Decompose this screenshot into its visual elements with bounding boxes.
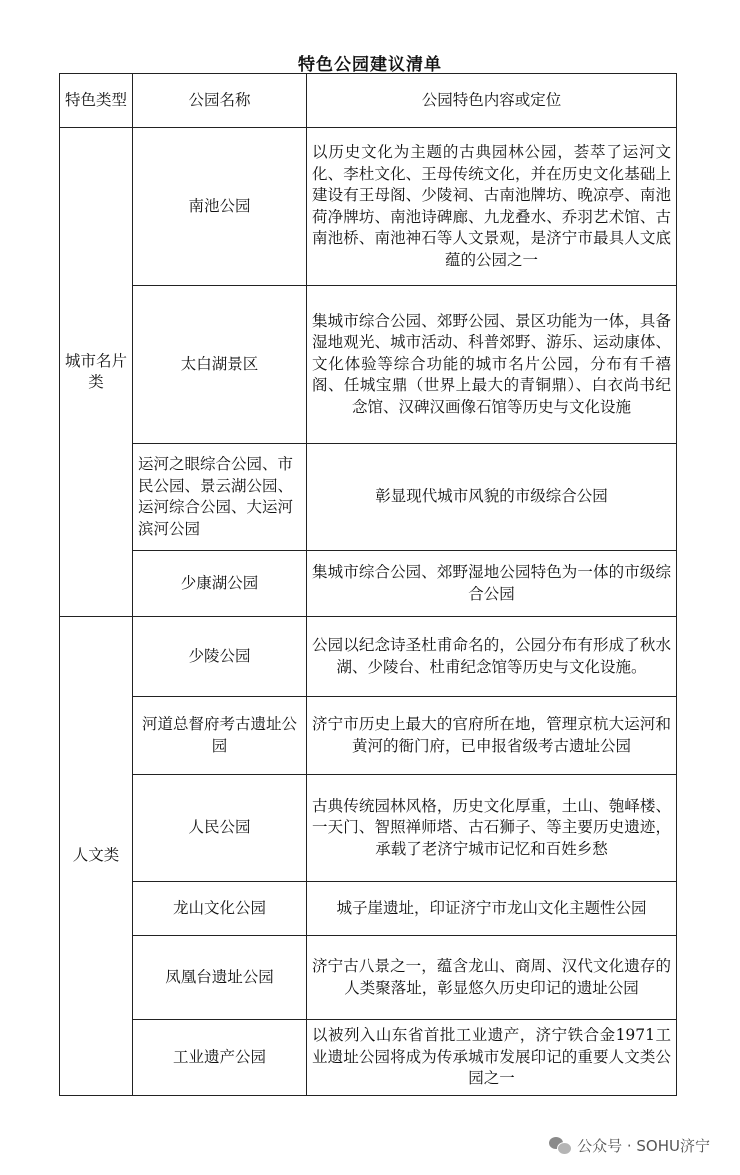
park-description: 古典传统园林风格，历史文化厚重，土山、匏峄楼、一天门、智照禅师塔、古石狮子、等主要历史遗迹，承载了老济宁城市记忆和百姓乡愁 — [307, 775, 677, 882]
park-name: 凤凰台遗址公园 — [133, 936, 307, 1020]
park-description: 公园以纪念诗圣杜甫命名的，公园分布有形成了秋水湖、少陵台、杜甫纪念馆等历史与文化设施。 — [307, 617, 677, 697]
table-row — [60, 1020, 677, 1096]
watermark — [549, 1133, 710, 1157]
park-description: 集城市综合公园、郊野湿地公园特色为一体的市级综合公园 — [307, 551, 677, 617]
table-row — [60, 128, 677, 286]
table-row — [60, 697, 677, 775]
table-row — [60, 936, 677, 1020]
table-row — [60, 617, 677, 697]
header-description: 公园特色内容或定位 — [307, 74, 677, 128]
watermark-text: 公众号 · SOHU济宁 — [577, 1136, 710, 1155]
page-title: 特色公园建议清单 — [298, 55, 442, 75]
table-row — [60, 551, 677, 617]
header-park-name: 公园名称 — [133, 74, 307, 128]
park-table — [59, 73, 677, 1096]
table-row — [60, 286, 677, 444]
table-row — [60, 775, 677, 882]
park-description: 以历史文化为主题的古典园林公园，荟萃了运河文化、李杜文化、王母传统文化，并在历史文化基础上建设有王母阁、少陵祠、古南池牌坊、晚凉亭、南池荷净牌坊、南池诗碑廊、九龙叠水、乔羽艺术馆、古南池桥、南池神石等人文景观，是济宁市最具人文底蕴的公园之一 — [307, 128, 677, 286]
table-header-row — [60, 74, 677, 128]
table-row — [60, 882, 677, 936]
park-description: 集城市综合公园、郊野公园、景区功能为一体，具备湿地观光、城市活动、科普郊野、游乐、运动康体、文化体验等综合功能的城市名片公园，分布有千禧阁、任城宝鼎（世界上最大的青铜鼎）、白衣尚书纪念馆、汉碑汉画像石馆等历史与文化设施 — [307, 286, 677, 444]
category-cell: 人文类 — [60, 617, 133, 1096]
park-name: 南池公园 — [133, 128, 307, 286]
park-description: 彰显现代城市风貌的市级综合公园 — [307, 444, 677, 551]
category-cell: 城市名片类 — [60, 128, 133, 617]
park-name: 河道总督府考古遗址公园 — [133, 697, 307, 775]
park-name: 太白湖景区 — [133, 286, 307, 444]
wechat-icon — [549, 1136, 571, 1154]
park-name: 工业遗产公园 — [133, 1020, 307, 1096]
park-name: 运河之眼综合公园、市民公园、景云湖公园、运河综合公园、大运河滨河公园 — [133, 444, 307, 551]
park-name: 少陵公园 — [133, 617, 307, 697]
table-row — [60, 444, 677, 551]
park-description: 济宁古八景之一，蕴含龙山、商周、汉代文化遗存的人类聚落址，彰显悠久历史印记的遗址公园 — [307, 936, 677, 1020]
park-name: 少康湖公园 — [133, 551, 307, 617]
park-name: 龙山文化公园 — [133, 882, 307, 936]
park-description: 济宁市历史上最大的官府所在地，管理京杭大运河和黄河的衙门府，已申报省级考古遗址公园 — [307, 697, 677, 775]
park-name: 人民公园 — [133, 775, 307, 882]
header-category: 特色类型 — [60, 74, 133, 128]
park-description: 以被列入山东省首批工业遗产，济宁铁合金1971工业遗址公园将成为传承城市发展印记的重要人文类公园之一 — [307, 1020, 677, 1096]
park-description: 城子崖遗址，印证济宁市龙山文化主题性公园 — [307, 882, 677, 936]
